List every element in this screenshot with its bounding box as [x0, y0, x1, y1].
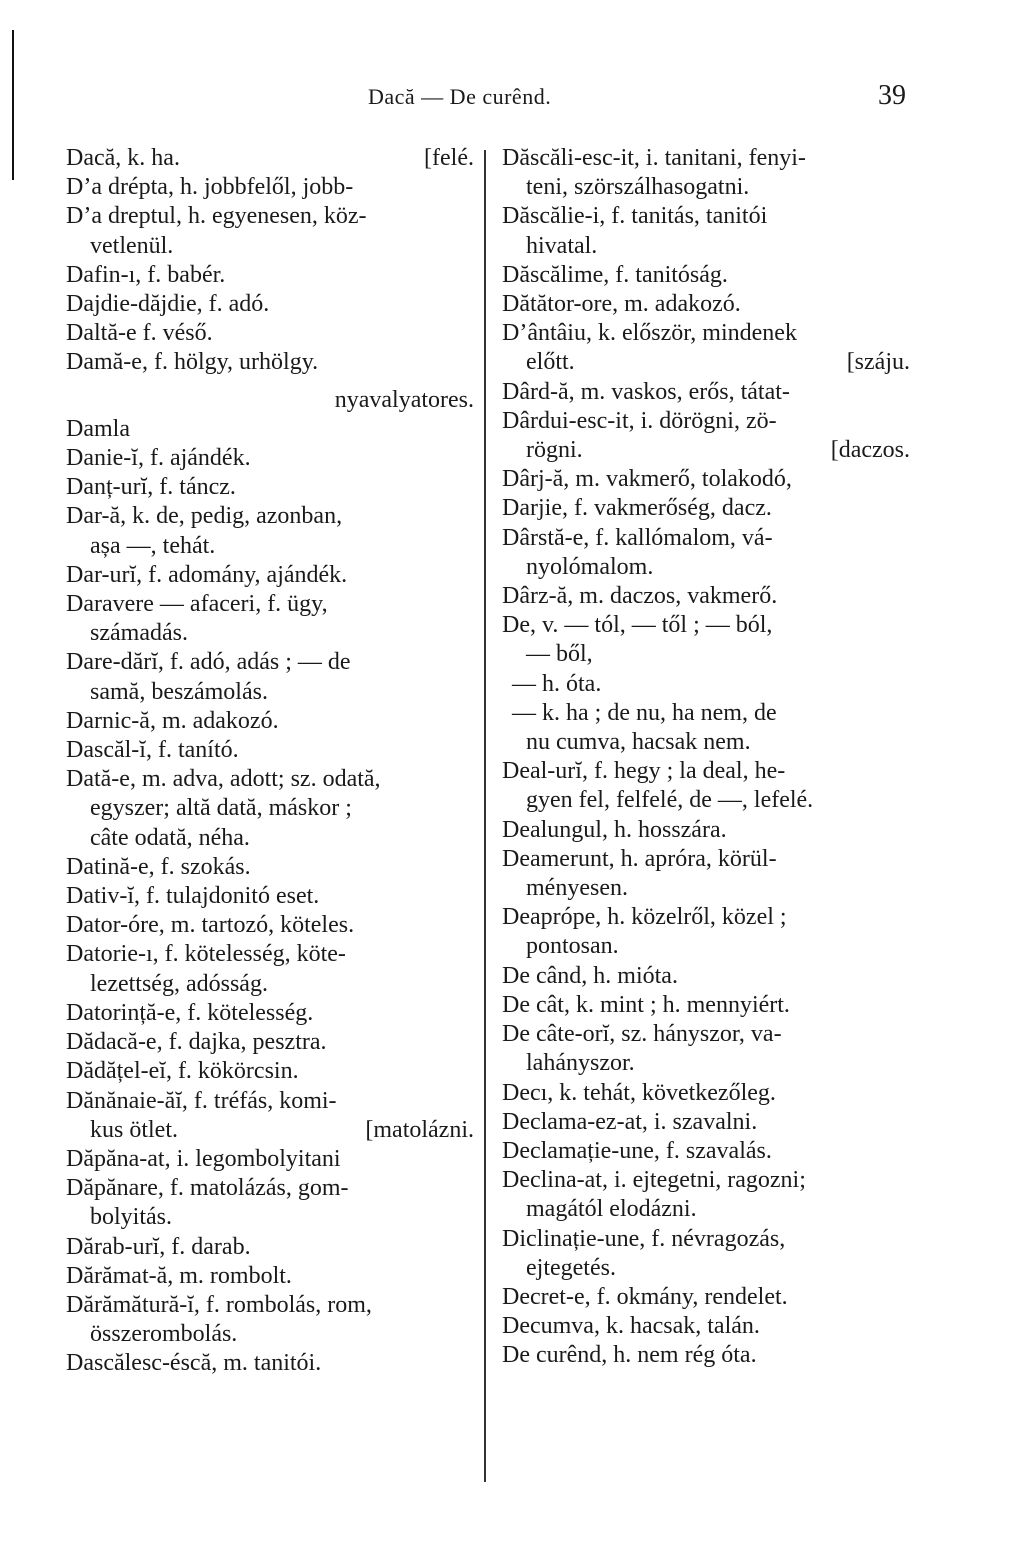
- dictionary-line: Damă-e, f. hölgy, urhölgy.: [66, 349, 319, 376]
- dictionary-line: Decret-e, f. okmány, rendelet.: [502, 1283, 788, 1310]
- dictionary-line: nu cumva, hacsak nem.: [526, 729, 751, 756]
- dictionary-line: Datorință-e, f. kötelesség.: [66, 999, 314, 1026]
- dictionary-line: câte odată, néha.: [90, 824, 250, 851]
- dictionary-line: Dârd-ă, m. vaskos, erős, tátat-: [502, 378, 790, 405]
- dictionary-line: De câte-orĭ, sz. hányszor, va-: [502, 1021, 782, 1048]
- dictionary-line: — ből,: [526, 641, 593, 668]
- dictionary-line: bolyitás.: [90, 1204, 172, 1231]
- dictionary-line: Dârdui-esc-it, i. dörögni, zö-: [502, 407, 777, 434]
- dictionary-line: Dăscălie-i, f. tanitás, tanitói: [502, 203, 768, 230]
- dictionary-line: Dăpănare, f. matolázás, gom-: [66, 1175, 349, 1202]
- dictionary-line: Dărămat-ă, m. rombolt.: [66, 1262, 292, 1289]
- dictionary-line: Datină-e, f. szokás.: [66, 853, 251, 880]
- entry-text: Dacă, k. ha.: [66, 145, 180, 171]
- dictionary-line: Declama-ez-at, i. szavalni.: [502, 1108, 758, 1135]
- dictionary-line: Daravere — afaceri, f. ügy,: [66, 591, 328, 618]
- dictionary-line: Declina-at, i. ejtegetni, ragozni;: [502, 1167, 806, 1194]
- dictionary-line: Dascăl-ĭ, f. tanító.: [66, 737, 239, 764]
- dictionary-line: [502, 348, 910, 377]
- dictionary-line: Dănănaie-ăĭ, f. tréfás, komi-: [66, 1087, 337, 1114]
- dictionary-line: Dativ-ĭ, f. tulajdonitó eset.: [66, 883, 320, 910]
- dictionary-line: Dărămătură-ĭ, f. rombolás, rom,: [66, 1291, 372, 1318]
- column-divider: [484, 150, 486, 1482]
- carryover-text: [daczos.: [830, 437, 910, 464]
- dictionary-line: Deaprópe, h. közelről, közel ;: [502, 904, 787, 931]
- dictionary-line: — h. óta.: [512, 670, 602, 697]
- dictionary-line: Danț-urĭ, f. táncz.: [66, 474, 236, 501]
- dictionary-line: lezettség, adósság.: [90, 970, 268, 997]
- dictionary-line: Datorie-ı, f. kötelesség, köte-: [66, 941, 346, 968]
- dictionary-line: Dădățel-eĭ, f. kökörcsin.: [66, 1058, 299, 1085]
- entry-text: rögni.: [526, 437, 583, 464]
- dictionary-line: Deal-urĭ, f. hegy ; la deal, he-: [502, 758, 786, 785]
- dictionary-line: Dator-óre, m. tartozó, köteles.: [66, 912, 355, 939]
- dictionary-line: lahányszor.: [526, 1050, 635, 1077]
- dictionary-line: De curênd, h. nem rég óta.: [502, 1342, 757, 1369]
- dictionary-line: nyolómalom.: [526, 553, 654, 580]
- dictionary-line: gyen fel, felfelé, de —, lefelé.: [526, 787, 814, 814]
- page-number: 39: [878, 80, 906, 111]
- spacer: [66, 378, 474, 386]
- dictionary-line: ményesen.: [526, 875, 628, 902]
- dictionary-line: Dar-ă, k. de, pedig, azonban,: [66, 503, 343, 530]
- dictionary-line: teni, szörszálhasogatni.: [526, 174, 750, 201]
- dictionary-line: Diclinație-une, f. névragozás,: [502, 1225, 786, 1252]
- dictionary-line: összerombolás.: [90, 1321, 238, 1348]
- dictionary-line: Dare-dărĭ, f. adó, adás ; — de: [66, 649, 351, 676]
- dictionary-line: Dârstă-e, f. kallómalom, vá-: [502, 524, 773, 551]
- dictionary-line: De cât, k. mint ; h. mennyiért.: [502, 991, 790, 1018]
- dictionary-line: Dascălesc-éscă, m. tanitói.: [66, 1350, 322, 1377]
- dictionary-line: Daltă-e f. véső.: [66, 320, 213, 347]
- running-head: Dacă — De curênd.: [368, 84, 552, 109]
- dictionary-line: [66, 144, 474, 173]
- carryover-text: [felé.: [424, 145, 474, 171]
- page-header: [0, 80, 1024, 120]
- dictionary-line: Darnic-ă, m. adakozó.: [66, 707, 279, 734]
- entry-text: előtt.: [526, 349, 575, 376]
- dictionary-line: ejtegetés.: [526, 1254, 616, 1281]
- carryover-text: [matolázni.: [365, 1116, 474, 1143]
- right-column: [502, 144, 910, 1371]
- dictionary-line: — k. ha ; de nu, ha nem, de: [512, 699, 777, 726]
- dictionary-line: Dătător-ore, m. adakozó.: [502, 291, 741, 318]
- dictionary-line: magától elodázni.: [526, 1196, 697, 1223]
- dictionary-line: vetlenül.: [90, 232, 174, 259]
- dictionary-line: egyszer; altă dată, máskor ;: [90, 795, 352, 822]
- entry-text: kus ötlet.: [90, 1116, 178, 1143]
- dictionary-line: pontosan.: [526, 933, 619, 960]
- dictionary-line: De când, h. mióta.: [502, 962, 678, 989]
- dictionary-line: [502, 436, 910, 465]
- left-column: [66, 144, 474, 1379]
- dictionary-line: [66, 1116, 474, 1145]
- dictionary-line: Darjie, f. vakmerőség, dacz.: [502, 495, 772, 522]
- dictionary-line: Dajdie-dăjdie, f. adó.: [66, 291, 270, 318]
- dictionary-line: Dată-e, m. adva, adott; sz. odată,: [66, 766, 381, 793]
- dictionary-line: Dăpăna-at, i. legombolyitani: [66, 1145, 341, 1172]
- dictionary-line: Dârj-ă, m. vakmerő, tolakodó,: [502, 466, 792, 493]
- dictionary-line: nyavalyatores.: [334, 386, 474, 413]
- dictionary-line: Danie-ĭ, f. ajándék.: [66, 445, 251, 472]
- dictionary-line: Declamație-une, f. szavalás.: [502, 1137, 772, 1164]
- dictionary-line: samă, beszámolás.: [90, 678, 268, 705]
- dictionary-line: számadás.: [90, 620, 188, 647]
- dictionary-line: D’a dreptul, h. egyenesen, köz-: [66, 203, 367, 230]
- dictionary-line: Dărab-urĭ, f. darab.: [66, 1233, 251, 1260]
- dictionary-line: D’a drépta, h. jobbfelől, jobb-: [66, 174, 354, 201]
- dictionary-line: Dar-urĭ, f. adomány, ajándék.: [66, 561, 348, 588]
- dictionary-line: D’ântâiu, k. először, mindenek: [502, 320, 797, 347]
- dictionary-line: Decumva, k. hacsak, talán.: [502, 1313, 760, 1340]
- dictionary-line: Dealungul, h. hosszára.: [502, 816, 727, 843]
- dictionary-line: Damla: [66, 415, 130, 442]
- dictionary-line: Dădacă-e, f. dajka, pesztra.: [66, 1029, 327, 1056]
- dictionary-line: De, v. — tól, — től ; — ból,: [502, 612, 773, 639]
- dictionary-line: așa —, tehát.: [90, 532, 216, 559]
- dictionary-line: Dârz-ă, m. daczos, vakmerő.: [502, 583, 778, 610]
- dictionary-line: Dafin-ı, f. babér.: [66, 261, 226, 288]
- dictionary-line: Dăscălime, f. tanitóság.: [502, 261, 728, 288]
- carryover-text: [száju.: [846, 349, 910, 376]
- dictionary-line: hivatal.: [526, 232, 598, 259]
- dictionary-line: Dăscăli-esc-it, i. tanitani, fenyi-: [502, 145, 806, 171]
- dictionary-line: Deamerunt, h. apróra, körül-: [502, 845, 777, 872]
- dictionary-line: Decı, k. tehát, következőleg.: [502, 1079, 776, 1106]
